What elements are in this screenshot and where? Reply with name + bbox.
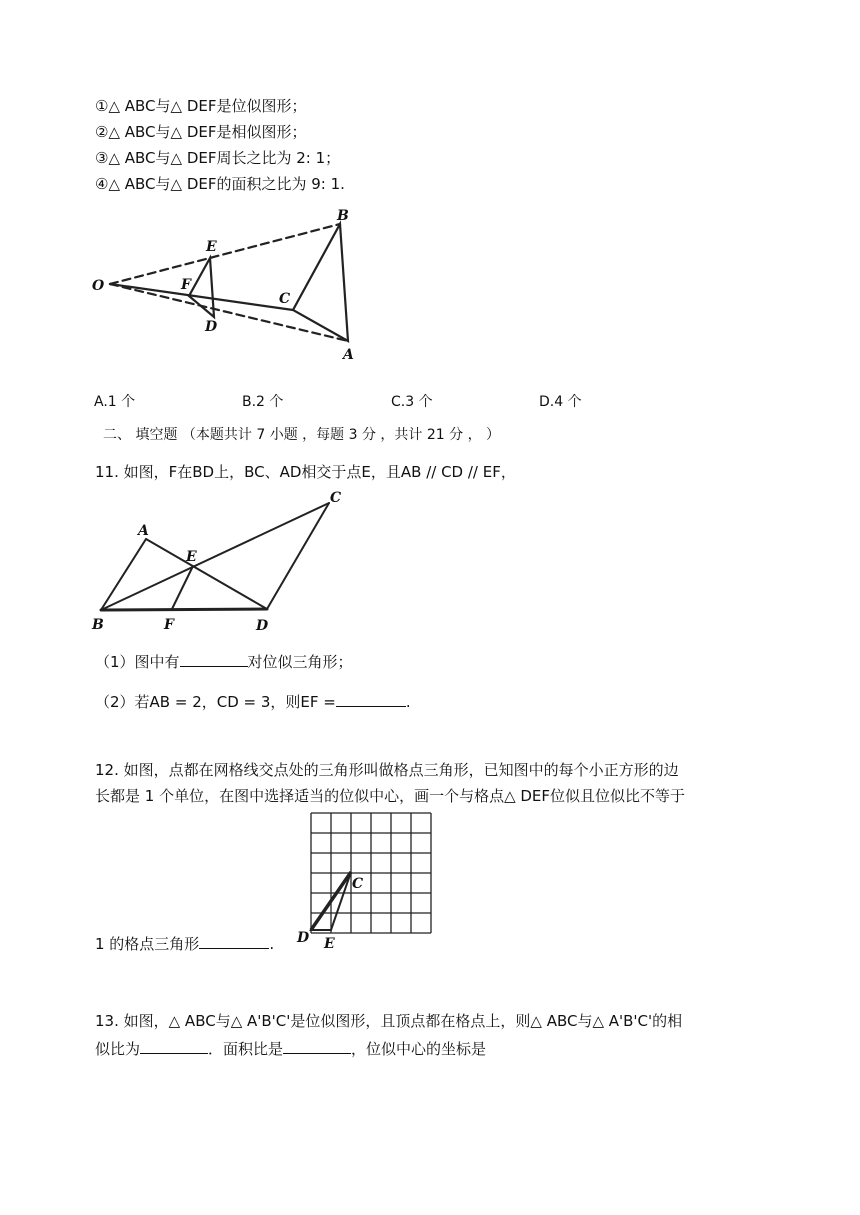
label-d: D (297, 930, 310, 946)
q13-area-blank[interactable] (283, 1037, 351, 1054)
label-a: A (343, 347, 354, 363)
label-e: E (186, 549, 197, 565)
q13-text-a: 似比为 (95, 1040, 141, 1058)
label-d: D (256, 618, 269, 634)
label-a: A (138, 523, 149, 539)
statement-1: ①△ ABC与△ DEF是位似图形； (95, 97, 307, 115)
statement-4: ④△ ABC与△ DEF的面积之比为 9: 1. (95, 175, 345, 193)
q13-stem-line2 (95, 1037, 486, 1059)
label-c: C (279, 291, 291, 307)
q11-part1-post: 对位似三角形； (247, 653, 353, 671)
label-b: B (92, 617, 104, 633)
q12-stem-line2: 长都是 1 个单位，在图中选择适当的位似中心，画一个与格点△ DEF位似且位似比不等于 (95, 787, 686, 805)
label-f: F (181, 277, 191, 293)
q12-answer-blank[interactable] (199, 932, 269, 949)
option-d: D.4 个 (539, 394, 582, 410)
label-c: C (352, 876, 364, 892)
q13-ratio-blank[interactable] (140, 1037, 208, 1054)
q11-part1-pre: （1）图中有 (95, 653, 180, 671)
q12-answer-pre: 1 的格点三角形 (95, 935, 200, 953)
q11-part2-pre: （2）若AB = 2，CD = 3，则EF = (95, 693, 336, 711)
statement-3: ③△ ABC与△ DEF周长之比为 2: 1； (95, 149, 341, 167)
label-c: C (330, 490, 342, 506)
q11-stem: 11. 如图，F在BD上，BC、AD相交于点E，且AB // CD // EF， (95, 463, 516, 481)
option-b: B.2 个 (242, 394, 284, 410)
label-d: D (205, 319, 218, 335)
q12-stem-line1: 12. 如图，点都在网格线交点处的三角形叫做格点三角形，已知图中的每个小正方形的边 (95, 761, 679, 779)
label-e: E (206, 239, 217, 255)
option-c: C.3 个 (391, 394, 433, 410)
section-heading: 二、 填空题 （本题共计 7 小题 ，每题 3 分 ，共计 21 分 ， ） (103, 427, 501, 443)
label-e: E (324, 936, 335, 952)
option-a: A.1 个 (94, 394, 136, 410)
grid (311, 813, 431, 933)
q12-answer-post: . (269, 935, 275, 953)
q13-stem-line1: 13. 如图，△ ABC与△ A'B'C'是位似图形，且顶点都在格点上，则△ ABC与△ A'B'C'的相 (95, 1012, 683, 1030)
q12-answer (95, 932, 274, 954)
q13-text-b: ．面积比是 (208, 1040, 284, 1058)
q13-text-c: ，位似中心的坐标是 (351, 1040, 487, 1058)
label-b: B (337, 208, 349, 224)
q11-part2-post: . (405, 693, 411, 711)
label-f: F (164, 617, 174, 633)
label-o: O (92, 278, 105, 294)
statement-2: ②△ ABC与△ DEF是相似图形； (95, 123, 307, 141)
